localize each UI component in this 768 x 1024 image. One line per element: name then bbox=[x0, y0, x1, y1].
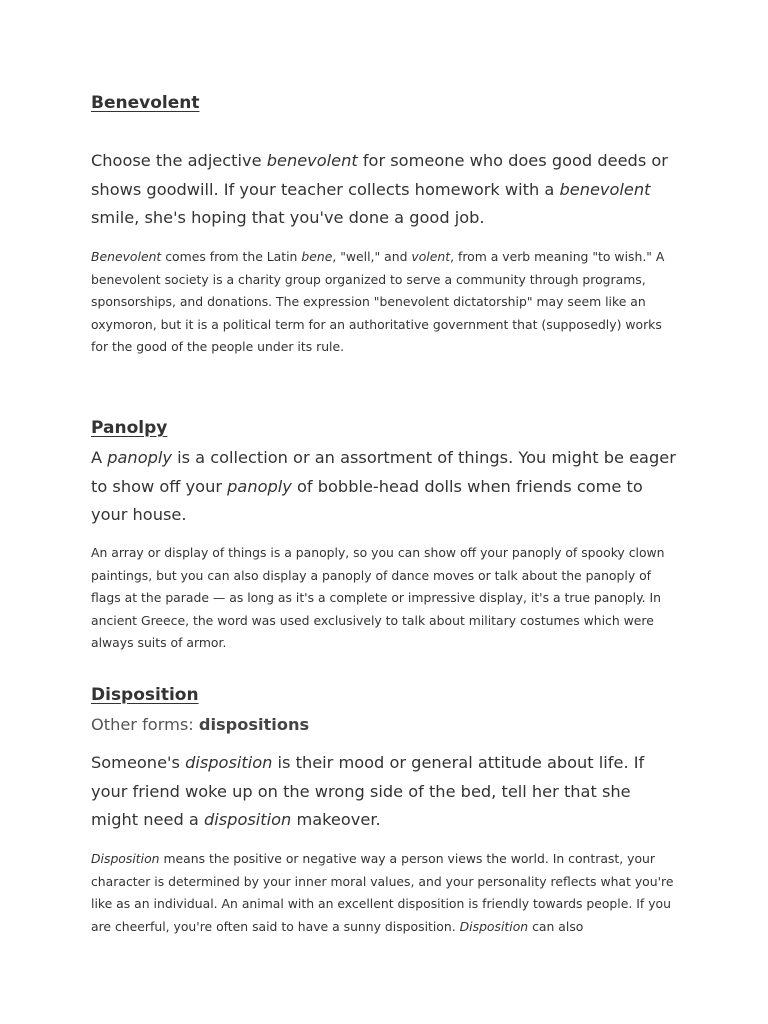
text-span: is a collection or an assortment of things. You might be eager to show off your bbox=[91, 448, 676, 496]
text-span: A bbox=[91, 448, 108, 467]
emphasis-word: Disposition bbox=[459, 918, 529, 934]
emphasis-word: benevolent bbox=[559, 179, 651, 199]
other-forms-value: dispositions bbox=[198, 715, 310, 734]
text-span: Choose the adjective bbox=[91, 151, 267, 170]
long-definition-benevolent bbox=[91, 246, 681, 359]
text-span: of bobble-head dolls when friends come to your house. bbox=[91, 476, 643, 525]
emphasis-word: panoply bbox=[227, 476, 292, 496]
short-definition-disposition bbox=[91, 749, 681, 835]
emphasis-word: panoply bbox=[107, 448, 172, 467]
short-definition-panolpy bbox=[91, 444, 681, 530]
emphasis-word: Benevolent bbox=[91, 249, 162, 264]
text-span: smile, she's hoping that you've done a good job. bbox=[91, 208, 485, 228]
text-span: is their mood or general attitude about life. If your friend woke up on the wrong side of the bed, tell her that she might need a bbox=[91, 753, 645, 830]
text-span: An array or display of things is a panoply, so you can show off your panoply of spooky clown paintings, but you can also display a panoply of dance moves or talk about the panoply of flags at the parade — as long as it's a complete or impressive display, it's a true panoply. In ancient Greece, the word was used exclusively to talk about military costumes which were always suits of armor. bbox=[91, 545, 665, 650]
text-span: means the positive or negative way a person views the world. In contrast, your character is determined by your inner moral values, and your personality reflects what you're like as an individual. An animal with an excellent disposition is friendly towards people. If you are cheerful, you're often said to have a sunny disposition. bbox=[91, 851, 674, 934]
text-span: for someone who does good deeds or shows goodwill. If your teacher collects homework with a bbox=[91, 151, 668, 199]
text-span: can also bbox=[528, 918, 584, 934]
long-definition-panolpy bbox=[91, 542, 681, 655]
long-definition-disposition bbox=[91, 848, 681, 938]
word-title-disposition: Disposition bbox=[91, 685, 199, 705]
text-span: , from a verb meaning "to wish." A benevolent society is a charity group organized to serve a community through programs, sponsorships, and donations. The expression "benevolent dictatorship" may seem like an oxymoron, but it is a political term for an authoritative government that (supposedly) works for the good of the people under its rule. bbox=[91, 249, 665, 354]
word-title-panolpy: Panolpy bbox=[91, 418, 168, 438]
emphasis-word: disposition bbox=[203, 810, 292, 830]
text-span: , "well," and bbox=[332, 249, 412, 264]
other-forms-label: Other forms: bbox=[91, 715, 199, 734]
short-definition-benevolent bbox=[91, 147, 681, 233]
text-span: Someone's bbox=[91, 753, 186, 772]
emphasis-word: Disposition bbox=[91, 851, 160, 866]
text-span: makeover. bbox=[291, 810, 381, 830]
emphasis-word: disposition bbox=[185, 753, 273, 772]
text-span: comes from the Latin bbox=[161, 249, 302, 264]
emphasis-word: volent bbox=[411, 249, 451, 264]
emphasis-word: benevolent bbox=[266, 151, 358, 170]
emphasis-word: bene bbox=[301, 249, 333, 264]
word-title-benevolent: Benevolent bbox=[91, 93, 200, 113]
other-forms bbox=[91, 711, 309, 739]
